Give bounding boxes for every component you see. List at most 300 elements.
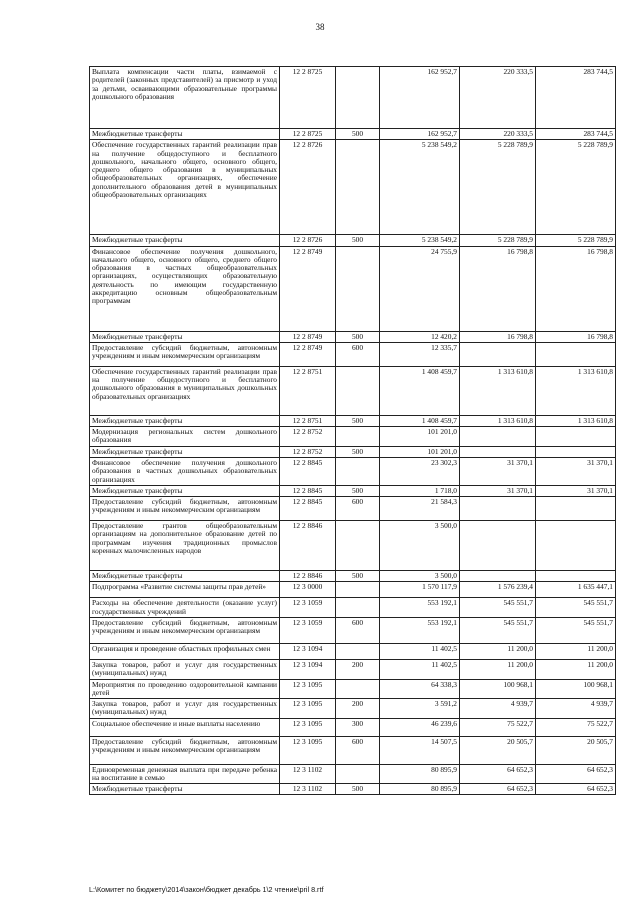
row-value-2016-cell: [460, 598, 536, 618]
table-row: [90, 643, 616, 659]
row-value-2015-cell: [380, 366, 460, 415]
row-value-2016-cell: [460, 342, 536, 366]
row-code-cell: [280, 235, 336, 246]
row-value-2015-cell: [380, 342, 460, 366]
row-value-2017-cell: [536, 366, 616, 415]
row-name: Межбюджетные трансферты: [92, 784, 183, 794]
row-expense-type: 600: [351, 736, 364, 746]
row-value-2015-cell: [380, 736, 460, 764]
row-value-2016-cell: [460, 366, 536, 415]
row-value-2015: 46 239,6: [431, 718, 457, 728]
row-value-2015-cell: [380, 246, 460, 331]
row-expense-type-cell: [336, 415, 380, 426]
row-value-2015: 3 500,0: [434, 521, 457, 531]
row-value-2017-cell: [536, 718, 616, 736]
row-name: Межбюджетные трансферты: [92, 415, 183, 425]
table-row: [90, 342, 616, 366]
row-expense-type-cell: [336, 331, 380, 342]
table-row: [90, 582, 616, 598]
row-code: 12 3 1059: [292, 617, 323, 627]
row-name-cell: [90, 582, 280, 598]
row-name: Финансовое обеспечение получения дошкольного образования в частных дошкольных образовательных организациях: [92, 457, 277, 484]
row-value-2015-cell: [380, 571, 460, 582]
row-value-2016-cell: [460, 427, 536, 447]
row-code: 12 2 8726: [292, 235, 323, 245]
row-code-cell: [280, 246, 336, 331]
row-name-cell: [90, 643, 280, 659]
row-value-2017-cell: [536, 485, 616, 496]
row-value-2016-cell: [460, 485, 536, 496]
row-code-cell: [280, 582, 336, 598]
row-value-2016-cell: [460, 521, 536, 571]
row-value-2017-cell: [536, 521, 616, 571]
row-value-2017-cell: [536, 129, 616, 140]
row-code: 12 3 0000: [292, 582, 323, 592]
row-name-cell: [90, 659, 280, 679]
row-value-2017: 31 370,1: [587, 457, 613, 467]
row-value-2016-cell: [460, 679, 536, 699]
row-code: 12 2 8845: [292, 457, 323, 467]
row-code: 12 2 8751: [292, 366, 323, 376]
row-value-2017-cell: [536, 699, 616, 719]
row-code: 12 2 8751: [292, 415, 323, 425]
row-value-2015: 3 500,0: [434, 571, 457, 581]
row-code-cell: [280, 129, 336, 140]
row-expense-type-cell: [336, 342, 380, 366]
row-value-2016: 31 370,1: [507, 457, 533, 467]
table-row: [90, 764, 616, 784]
row-code: 12 3 1095: [292, 736, 323, 746]
row-value-2015-cell: [380, 446, 460, 457]
row-value-2015: 24 755,9: [431, 246, 457, 256]
row-expense-type-cell: [336, 679, 380, 699]
row-value-2017: 5 228 789,9: [577, 140, 613, 150]
row-code: 12 3 1094: [292, 643, 323, 653]
row-code-cell: [280, 679, 336, 699]
row-code-cell: [280, 427, 336, 447]
table-row: [90, 784, 616, 795]
row-value-2017: 1 635 447,1: [577, 582, 613, 592]
row-value-2017-cell: [536, 679, 616, 699]
row-value-2017: 64 652,3: [587, 784, 613, 794]
row-expense-type-cell: [336, 67, 380, 129]
row-name: Обеспечение государственных гарантий реализации прав на получение общедоступного и бесплатного дошкольного образования в муниципальных дошкольных образовательных организациях: [92, 366, 277, 401]
row-code-cell: [280, 446, 336, 457]
row-name-cell: [90, 446, 280, 457]
table-row: [90, 129, 616, 140]
row-value-2017-cell: [536, 415, 616, 426]
row-value-2015-cell: [380, 427, 460, 447]
row-value-2016-cell: [460, 67, 536, 129]
row-name: Межбюджетные трансферты: [92, 129, 183, 138]
row-value-2015-cell: [380, 129, 460, 140]
row-expense-type-cell: [336, 643, 380, 659]
row-code: 12 2 8726: [292, 140, 323, 150]
row-value-2016: 75 522,7: [507, 718, 533, 728]
row-name: Предоставление грантов общеобразовательным организациям на дополнительное образование детей по программам изучения традиционных промыслов коренных малочисленных народов: [92, 521, 277, 555]
row-value-2017-cell: [536, 736, 616, 764]
row-value-2016: 1 576 239,4: [497, 582, 533, 592]
row-code-cell: [280, 784, 336, 795]
row-code: 12 3 1095: [292, 718, 323, 728]
row-code: 12 2 8749: [292, 331, 323, 341]
row-expense-type: 500: [351, 129, 364, 138]
row-name-cell: [90, 571, 280, 582]
row-value-2015-cell: [380, 67, 460, 129]
row-name-cell: [90, 784, 280, 795]
row-code-cell: [280, 643, 336, 659]
row-value-2017: 11 200,0: [587, 643, 613, 653]
row-value-2017: 5 228 789,9: [577, 235, 613, 245]
row-name-cell: [90, 736, 280, 764]
row-code-cell: [280, 415, 336, 426]
row-code-cell: [280, 571, 336, 582]
row-expense-type: 600: [351, 617, 364, 627]
row-value-2016: 64 652,3: [507, 764, 533, 774]
row-code: 12 2 8752: [292, 446, 323, 456]
row-value-2015-cell: [380, 718, 460, 736]
row-code-cell: [280, 521, 336, 571]
table-row: [90, 571, 616, 582]
row-name-cell: [90, 679, 280, 699]
row-value-2015-cell: [380, 659, 460, 679]
row-expense-type-cell: [336, 784, 380, 795]
row-value-2016-cell: [460, 415, 536, 426]
table-row: [90, 497, 616, 521]
row-value-2017: 64 652,3: [587, 764, 613, 774]
table-row: [90, 617, 616, 643]
row-expense-type-cell: [336, 366, 380, 415]
row-value-2017: 11 200,0: [587, 659, 613, 669]
row-value-2016-cell: [460, 235, 536, 246]
row-value-2016-cell: [460, 497, 536, 521]
row-value-2017-cell: [536, 571, 616, 582]
row-code-cell: [280, 617, 336, 643]
row-value-2016: 4 939,7: [510, 699, 533, 709]
row-expense-type-cell: [336, 659, 380, 679]
row-value-2016: 545 551,7: [503, 617, 533, 627]
row-value-2016-cell: [460, 582, 536, 598]
row-value-2015-cell: [380, 521, 460, 571]
row-value-2017: 75 522,7: [587, 718, 613, 728]
row-value-2017: 283 744,5: [583, 67, 613, 76]
row-code-cell: [280, 497, 336, 521]
row-name-cell: [90, 617, 280, 643]
row-value-2017: 4 939,7: [590, 699, 613, 709]
row-value-2015-cell: [380, 497, 460, 521]
row-value-2017-cell: [536, 659, 616, 679]
row-value-2015: 162 952,7: [427, 129, 457, 138]
row-name: Межбюджетные трансферты: [92, 235, 183, 245]
row-code: 12 2 8725: [292, 129, 323, 138]
table-row: [90, 457, 616, 485]
row-value-2015-cell: [380, 331, 460, 342]
row-value-2015: 12 420,2: [431, 331, 457, 341]
row-value-2017-cell: [536, 67, 616, 129]
row-name-cell: [90, 235, 280, 246]
row-value-2015: 1 408 459,7: [421, 366, 457, 376]
row-name: Выплата компенсации части платы, взимаемой с родителей (законных представителей) за присмотр и уход за детьми, осваивающими образовательные программы дошкольного образования: [92, 67, 277, 101]
row-value-2015: 1 570 117,9: [422, 582, 457, 592]
row-name: Обеспечение государственных гарантий реализации прав на получение общедоступного и бесплатного дошкольного, начального общего, основного общего, среднего общего образования в муниципальных общеобразовательных организациях, обеспечение дополнительного образования детей в муниципальных общеобразовательных организациях: [92, 140, 277, 199]
row-name-cell: [90, 718, 280, 736]
row-value-2015: 23 302,3: [431, 457, 457, 467]
row-value-2015-cell: [380, 617, 460, 643]
table-row: [90, 446, 616, 457]
row-name-cell: [90, 521, 280, 571]
row-code-cell: [280, 366, 336, 415]
row-value-2017-cell: [536, 446, 616, 457]
row-value-2015: 80 895,9: [431, 784, 457, 794]
row-code-cell: [280, 457, 336, 485]
row-expense-type-cell: [336, 485, 380, 496]
row-value-2016: 11 200,0: [507, 643, 533, 653]
row-expense-type-cell: [336, 446, 380, 457]
table-row: [90, 736, 616, 764]
row-code-cell: [280, 659, 336, 679]
row-value-2015: 11 402,5: [431, 643, 457, 653]
row-value-2015: 5 238 549,2: [421, 235, 457, 245]
row-code: 12 2 8846: [292, 521, 323, 531]
row-value-2015: 1 408 459,7: [421, 415, 457, 425]
row-value-2016: 20 505,7: [507, 736, 533, 746]
row-expense-type: 500: [351, 446, 364, 456]
row-expense-type-cell: [336, 571, 380, 582]
row-name-cell: [90, 366, 280, 415]
row-expense-type-cell: [336, 764, 380, 784]
row-value-2016-cell: [460, 643, 536, 659]
row-value-2016-cell: [460, 446, 536, 457]
row-name: Мероприятия по проведению оздоровительной кампании детей: [92, 679, 277, 697]
row-value-2015-cell: [380, 485, 460, 496]
table-row: [90, 659, 616, 679]
row-value-2016: 220 333,5: [503, 67, 533, 76]
row-value-2016: 16 798,8: [507, 331, 533, 341]
row-value-2016: 5 228 789,9: [497, 140, 533, 150]
row-expense-type-cell: [336, 718, 380, 736]
row-value-2016: 31 370,1: [507, 485, 533, 495]
row-expense-type: 500: [351, 784, 364, 794]
row-code: 12 3 1059: [292, 598, 323, 608]
row-code-cell: [280, 718, 336, 736]
row-name: Подпрограмма «Развитие системы защиты прав детей»: [92, 582, 267, 592]
row-code-cell: [280, 598, 336, 618]
row-expense-type: 500: [351, 485, 364, 495]
row-name: Предоставление субсидий бюджетным, автономным учреждениям и иным некоммерческим организациям: [92, 617, 277, 636]
row-value-2016-cell: [460, 764, 536, 784]
row-value-2015: 80 895,9: [431, 764, 457, 774]
row-value-2015: 64 338,3: [431, 679, 457, 689]
row-value-2017-cell: [536, 582, 616, 598]
row-code: 12 3 1094: [292, 659, 323, 669]
row-value-2016: 545 551,7: [503, 598, 533, 608]
row-value-2016: 220 333,5: [503, 129, 533, 138]
row-value-2016-cell: [460, 617, 536, 643]
row-code-cell: [280, 67, 336, 129]
row-expense-type-cell: [336, 140, 380, 235]
table-row: [90, 67, 616, 129]
row-value-2016-cell: [460, 659, 536, 679]
page-number: 38: [315, 22, 325, 32]
row-value-2015: 1 718,0: [434, 485, 457, 495]
row-value-2016: 5 228 789,9: [497, 235, 533, 245]
row-expense-type-cell: [336, 736, 380, 764]
row-name: Организация и проведение областных профильных смен: [92, 643, 271, 653]
row-value-2017-cell: [536, 764, 616, 784]
row-expense-type: 600: [351, 497, 364, 507]
row-value-2015-cell: [380, 598, 460, 618]
row-name-cell: [90, 331, 280, 342]
row-value-2017-cell: [536, 784, 616, 795]
row-expense-type-cell: [336, 129, 380, 140]
row-name-cell: [90, 598, 280, 618]
row-code: 12 2 8749: [292, 342, 323, 352]
table-row: [90, 140, 616, 235]
row-expense-type-cell: [336, 235, 380, 246]
row-value-2015: 12 335,7: [431, 342, 457, 352]
table-row: [90, 485, 616, 496]
row-value-2015-cell: [380, 699, 460, 719]
row-name-cell: [90, 764, 280, 784]
row-code: 12 2 8846: [292, 571, 323, 581]
row-code: 12 2 8752: [292, 427, 323, 437]
row-value-2015-cell: [380, 235, 460, 246]
row-name-cell: [90, 497, 280, 521]
row-name: Межбюджетные трансферты: [92, 446, 183, 456]
row-code: 12 2 8845: [292, 485, 323, 495]
row-value-2015-cell: [380, 415, 460, 426]
row-value-2017: 100 968,1: [583, 679, 613, 689]
row-value-2015: 3 591,2: [434, 699, 457, 709]
row-value-2017: 283 744,5: [583, 129, 613, 138]
table-row: [90, 598, 616, 618]
row-value-2017-cell: [536, 246, 616, 331]
row-name-cell: [90, 415, 280, 426]
row-value-2015-cell: [380, 784, 460, 795]
row-value-2017: 545 551,7: [583, 617, 613, 627]
table-row: [90, 718, 616, 736]
row-name: Межбюджетные трансферты: [92, 331, 183, 341]
row-expense-type-cell: [336, 598, 380, 618]
row-value-2017: 545 551,7: [583, 598, 613, 608]
row-code: 12 2 8725: [292, 67, 323, 76]
row-expense-type-cell: [336, 427, 380, 447]
row-name-cell: [90, 485, 280, 496]
row-value-2015-cell: [380, 679, 460, 699]
row-name: Предоставление субсидий бюджетным, автономным учреждениям и иным некоммерческим организациям: [92, 342, 277, 361]
row-name-cell: [90, 246, 280, 331]
table-row: [90, 235, 616, 246]
row-name: Модернизация региональных систем дошкольного образования: [92, 427, 277, 445]
table-row: [90, 415, 616, 426]
row-value-2017-cell: [536, 331, 616, 342]
row-code: 12 3 1102: [292, 784, 323, 794]
row-value-2017-cell: [536, 140, 616, 235]
row-value-2016-cell: [460, 571, 536, 582]
row-name-cell: [90, 342, 280, 366]
row-value-2015: 553 192,1: [427, 598, 457, 608]
row-value-2016-cell: [460, 736, 536, 764]
row-value-2017: 20 505,7: [587, 736, 613, 746]
row-code-cell: [280, 342, 336, 366]
row-expense-type: 500: [351, 415, 364, 425]
row-expense-type-cell: [336, 699, 380, 719]
row-value-2016: 1 313 610,8: [497, 415, 533, 425]
row-value-2016: 1 313 610,8: [497, 366, 533, 376]
row-value-2015-cell: [380, 140, 460, 235]
row-name: Межбюджетные трансферты: [92, 485, 183, 495]
row-value-2017: 16 798,8: [587, 331, 613, 341]
row-value-2015: 11 402,5: [431, 659, 457, 669]
row-expense-type: 200: [351, 659, 364, 669]
table-row: [90, 246, 616, 331]
row-code: 12 2 8749: [292, 246, 323, 256]
row-value-2017-cell: [536, 235, 616, 246]
row-value-2015: 553 192,1: [427, 617, 457, 627]
row-value-2017-cell: [536, 497, 616, 521]
row-name-cell: [90, 129, 280, 140]
row-value-2016-cell: [460, 699, 536, 719]
row-name-cell: [90, 699, 280, 719]
table-row: [90, 699, 616, 719]
row-value-2017: 1 313 610,8: [577, 366, 613, 376]
row-value-2016-cell: [460, 129, 536, 140]
row-name: Социальное обеспечение и иные выплаты населению: [92, 718, 261, 728]
file-path-footer: L:\Комитет по бюджету\2014\закон\бюджет декабрь 1\2 чтение\pril 8.rtf: [89, 885, 324, 894]
row-expense-type: 600: [351, 342, 364, 352]
row-code: 12 3 1102: [292, 764, 323, 774]
row-expense-type-cell: [336, 457, 380, 485]
row-value-2016: 11 200,0: [507, 659, 533, 669]
row-value-2017: 1 313 610,8: [577, 415, 613, 425]
row-value-2015: 5 238 549,2: [421, 140, 457, 150]
row-expense-type-cell: [336, 521, 380, 571]
row-expense-type: 500: [351, 331, 364, 341]
budget-table-body: [90, 67, 616, 795]
row-value-2017-cell: [536, 643, 616, 659]
row-value-2015: 21 584,3: [431, 497, 457, 507]
row-code-cell: [280, 699, 336, 719]
row-value-2017-cell: [536, 457, 616, 485]
row-value-2017-cell: [536, 342, 616, 366]
row-code-cell: [280, 140, 336, 235]
row-name: Предоставление субсидий бюджетным, автономным учреждениям и иным некоммерческим организациям: [92, 736, 277, 754]
row-expense-type: 200: [351, 699, 364, 709]
row-code-cell: [280, 485, 336, 496]
row-name: Закупка товаров, работ и услуг для государственных (муниципальных) нужд: [92, 699, 277, 717]
row-expense-type-cell: [336, 497, 380, 521]
row-expense-type-cell: [336, 582, 380, 598]
row-code: 12 3 1095: [292, 699, 323, 709]
row-value-2015: 101 201,0: [427, 446, 457, 456]
row-value-2015: 162 952,7: [427, 67, 457, 76]
row-expense-type-cell: [336, 617, 380, 643]
row-code-cell: [280, 331, 336, 342]
row-value-2015: 14 507,5: [431, 736, 457, 746]
row-name-cell: [90, 427, 280, 447]
table-row: [90, 521, 616, 571]
row-expense-type-cell: [336, 246, 380, 331]
row-value-2017: 31 370,1: [587, 485, 613, 495]
row-value-2017-cell: [536, 598, 616, 618]
row-name-cell: [90, 67, 280, 129]
row-value-2017-cell: [536, 427, 616, 447]
row-code-cell: [280, 764, 336, 784]
row-expense-type: 300: [351, 718, 364, 728]
row-expense-type: 500: [351, 571, 364, 581]
row-name: Расходы на обеспечение деятельности (оказание услуг) государственных учреждений: [92, 598, 277, 616]
row-value-2017: 16 798,8: [587, 246, 613, 256]
